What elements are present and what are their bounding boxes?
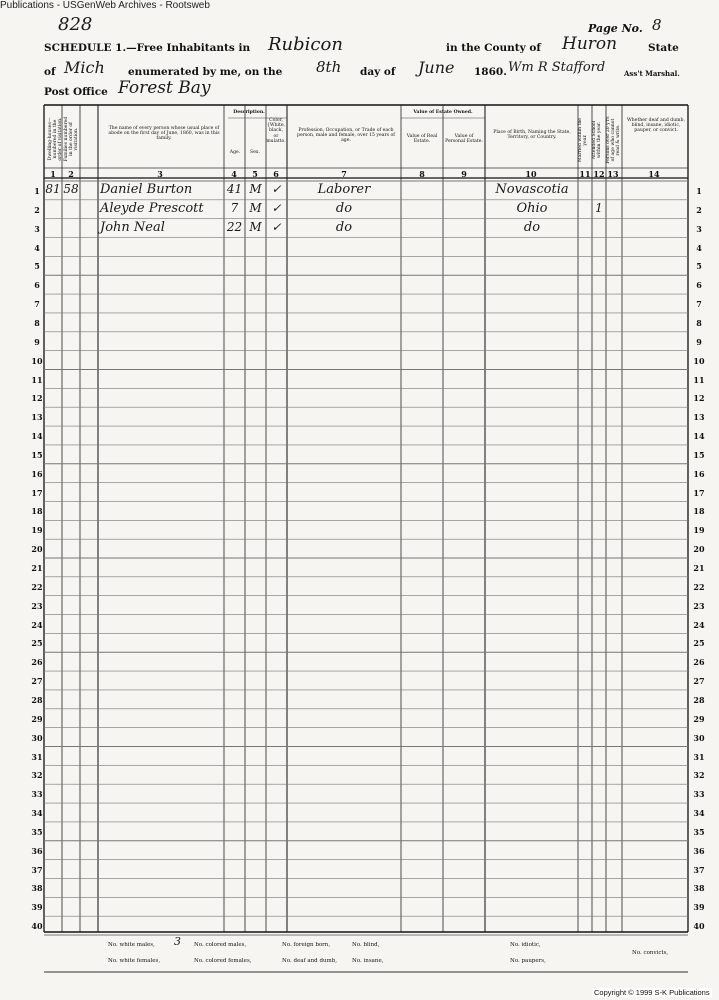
row-number: 34 — [31, 808, 43, 819]
column-number: 4 — [231, 169, 237, 179]
column-number: 13 — [607, 169, 619, 179]
header-name: The name of every person whose usual place of abode on the first day of June, 1860, was in this family. — [108, 126, 220, 142]
foreign-born-label: No. foreign born, — [282, 942, 331, 948]
header-description: Description. — [233, 110, 265, 115]
header-real-estate: Value of Real Estate. — [406, 134, 438, 145]
entry-name: Daniel Burton — [100, 182, 193, 197]
row-number: 29 — [693, 713, 705, 724]
copyright: Copyright © 1999 S-K Publications — [594, 988, 710, 997]
row-number: 5 — [34, 261, 40, 272]
row-number: 3 — [696, 223, 702, 234]
colored-males-label: No. colored males, — [194, 942, 247, 948]
column-number: 9 — [461, 169, 467, 179]
county-label: in the County of — [446, 42, 541, 54]
row-number: 18 — [693, 506, 705, 517]
row-number: 26 — [31, 657, 43, 668]
row-number: 30 — [31, 732, 43, 743]
entry-name: Aleyde Prescott — [100, 200, 204, 216]
row-number: 24 — [31, 619, 43, 630]
row-number: 30 — [693, 732, 705, 743]
state: Mich — [64, 58, 105, 77]
row-number: 17 — [31, 487, 43, 498]
row-number: 40 — [693, 921, 705, 932]
row-number: 20 — [693, 544, 705, 555]
row-number: 7 — [696, 299, 702, 310]
schedule-header: SCHEDULE 1.—Free Inhabitants in — [44, 42, 251, 54]
row-number: 6 — [34, 280, 40, 291]
page-label: Page No. — [588, 22, 643, 35]
entry-family: 58 — [63, 182, 79, 196]
entry-age: 22 — [226, 219, 243, 234]
column-number: 11 — [579, 169, 591, 179]
enumerated-label: enumerated by me, on the — [128, 66, 283, 78]
row-number: 19 — [31, 525, 43, 536]
row-number: 1 — [696, 186, 702, 196]
row-number: 20 — [31, 544, 43, 555]
entry-sex: M — [249, 200, 262, 215]
row-number: 9 — [696, 336, 702, 347]
header-dwelling: Dwelling-houses—numbered in the order of visitation. — [48, 117, 64, 161]
row-number: 14 — [693, 431, 705, 442]
convicts-label: No. convicts, — [632, 950, 669, 956]
row-number: 39 — [693, 902, 705, 913]
header-age: Age. — [229, 150, 241, 155]
row-number: 6 — [696, 280, 702, 291]
row-number: 38 — [31, 883, 43, 894]
row-number: 36 — [693, 845, 705, 856]
post-office: Forest Bay — [118, 78, 211, 98]
row-number: 10 — [31, 355, 43, 366]
row-number: 4 — [696, 242, 702, 253]
entry-age: 41 — [226, 182, 243, 196]
header-sex: Sex. — [250, 150, 260, 155]
of-label: of — [44, 66, 56, 78]
row-number: 36 — [31, 845, 43, 856]
column-number: 14 — [648, 169, 660, 179]
entry-color: ✓ — [271, 182, 282, 196]
row-number: 3 — [34, 223, 40, 234]
page-number: 8 — [652, 16, 662, 34]
row-number: 32 — [693, 770, 705, 781]
row-number: 29 — [31, 713, 43, 724]
row-number: 17 — [693, 487, 705, 498]
header-illiterate: Persons over 20 y'rs of age who cannot read & write. — [606, 116, 622, 164]
row-number: 15 — [31, 449, 43, 460]
month-value: June — [418, 58, 455, 77]
row-number: 32 — [31, 770, 43, 781]
entry-sex: M — [249, 219, 262, 234]
header-married: Married within the year. — [578, 117, 589, 163]
row-number: 15 — [693, 449, 705, 460]
column-number: 5 — [252, 169, 258, 179]
row-number: 26 — [693, 657, 705, 668]
row-number: 23 — [31, 600, 43, 611]
header-family: Families numbered in the order of visitation. — [64, 116, 80, 162]
row-number: 37 — [31, 864, 43, 875]
header-school: Attended School within the year. — [592, 120, 603, 160]
entry-sex: M — [249, 182, 262, 196]
row-number: 22 — [31, 581, 43, 592]
row-number: 2 — [696, 204, 702, 215]
day-value: 8th — [316, 58, 342, 76]
entry-color: ✓ — [271, 219, 282, 234]
paupers-label: No. paupers, — [510, 958, 546, 964]
post-office-label: Post Office — [44, 86, 108, 98]
entry-school: 1 — [595, 200, 603, 215]
column-number: 10 — [525, 169, 537, 179]
entry-color: ✓ — [271, 200, 282, 215]
township: Rubicon — [268, 34, 343, 55]
white-females-label: No. white females, — [108, 958, 161, 964]
column-number: 2 — [68, 169, 74, 179]
entry-age: 7 — [230, 200, 239, 215]
header-birthplace: Place of Birth, Naming the State, Territory, or Country. — [493, 130, 571, 141]
column-number: 1 — [50, 169, 56, 179]
marshal-label: Ass't Marshal. — [624, 69, 680, 78]
deaf-dumb-label: No. deaf and dumb, — [282, 958, 337, 964]
column-number: 8 — [419, 169, 425, 179]
row-number: 22 — [693, 581, 705, 592]
column-number: 3 — [157, 169, 163, 179]
row-number: 5 — [696, 261, 702, 272]
entry-occupation: Laborer — [317, 182, 371, 197]
row-number: 7 — [34, 299, 40, 310]
colored-females-label: No. colored females, — [194, 958, 252, 964]
row-number: 8 — [34, 317, 40, 328]
entry-birthplace: Ohio — [516, 200, 548, 216]
row-number: 23 — [693, 600, 705, 611]
row-number: 33 — [31, 789, 43, 800]
marshal-signature: Wm R Stafford — [508, 60, 606, 75]
row-number: 25 — [693, 638, 705, 649]
row-number: 11 — [31, 374, 43, 385]
row-number: 14 — [31, 431, 43, 442]
row-number: 13 — [693, 412, 705, 423]
row-number: 16 — [31, 468, 43, 479]
column-number: 6 — [273, 169, 279, 179]
row-number: 39 — [31, 902, 43, 913]
sheet-number: 828 — [58, 14, 93, 35]
column-number: 12 — [593, 169, 605, 179]
idiotic-label: No. idiotic, — [510, 942, 541, 948]
row-number: 11 — [693, 374, 705, 385]
header-disability: Whether deaf and dumb, blind, insane, idiotic, pauper, or convict. — [627, 118, 685, 134]
row-number: 34 — [693, 808, 705, 819]
row-number: 38 — [693, 883, 705, 894]
white-males-label: No. white males, — [108, 942, 155, 948]
day-label: day of — [360, 66, 396, 78]
archive-watermark: Publications - USGenWeb Archives - Rootsweb — [0, 0, 210, 11]
row-number: 21 — [693, 563, 705, 573]
row-number: 28 — [31, 694, 43, 705]
row-number: 33 — [693, 789, 705, 800]
row-number: 16 — [693, 468, 705, 479]
header-color: Color, {White, black, or mulatto. — [266, 118, 286, 144]
entry-birthplace: Novascotia — [495, 182, 569, 197]
row-number: 13 — [31, 412, 43, 423]
row-number: 2 — [34, 204, 40, 215]
header-value-group: Value of Estate Owned. — [413, 110, 473, 115]
blind-label: No. blind, — [352, 942, 380, 948]
row-number: 27 — [31, 676, 43, 687]
header-occupation: Profession, Occupation, or Trade of each person, male and female, over 15 years of age. — [297, 128, 395, 144]
row-number: 40 — [31, 921, 43, 932]
entry-dwelling: 81 — [45, 182, 61, 196]
row-number: 35 — [693, 826, 705, 837]
row-number: 12 — [31, 393, 43, 404]
row-number: 4 — [34, 242, 40, 253]
entry-name: John Neal — [100, 219, 165, 235]
row-number: 28 — [693, 694, 705, 705]
row-number: 10 — [693, 355, 705, 366]
row-number: 19 — [693, 525, 705, 536]
row-number: 18 — [31, 506, 43, 517]
row-number: 8 — [696, 317, 702, 328]
entry-occupation: do — [335, 219, 353, 235]
white-males-value: 3 — [174, 935, 181, 948]
state-label: State — [648, 42, 679, 54]
row-number: 9 — [34, 336, 40, 347]
column-number: 7 — [341, 169, 347, 179]
row-number: 25 — [31, 638, 43, 649]
row-number: 31 — [31, 751, 43, 762]
year-label: 1860. — [474, 66, 507, 78]
county: Huron — [562, 34, 618, 54]
row-number: 31 — [693, 751, 705, 762]
row-number: 27 — [693, 676, 705, 687]
row-number: 35 — [31, 826, 43, 837]
entry-birthplace: do — [523, 219, 541, 235]
header-personal-estate: Value of Personal Estate. — [445, 134, 483, 145]
row-number: 37 — [693, 864, 705, 875]
entry-occupation: do — [335, 200, 353, 216]
insane-label: No. insane, — [352, 958, 384, 964]
row-number: 1 — [34, 186, 40, 196]
row-number: 24 — [693, 619, 705, 630]
row-number: 21 — [31, 563, 43, 573]
row-number: 12 — [693, 393, 705, 404]
